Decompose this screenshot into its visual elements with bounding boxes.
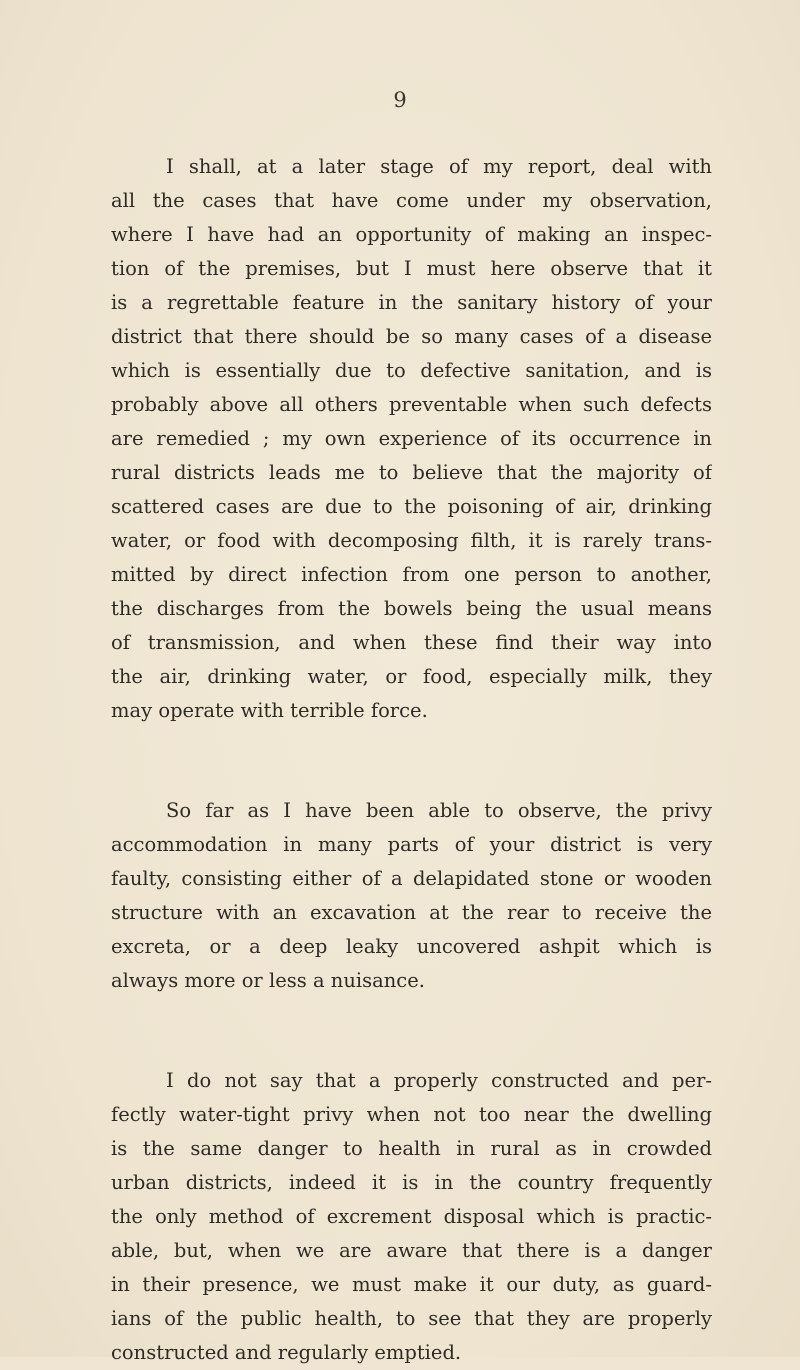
text-line: I shall, at a later stage of my report, deal with [166, 155, 712, 178]
text-line: district that there should be so many cases of a disease [111, 325, 712, 348]
text-line: may operate with terrible force. [111, 699, 428, 722]
paragraph-spacer [111, 998, 712, 1064]
text-line: are remedied ; my own experience of its occurrence in [111, 427, 712, 450]
text-line: I do not say that a properly constructed and per- [166, 1069, 712, 1092]
paragraph-3 [111, 1064, 712, 1370]
text-line: tion of the premises, but I must here observe that it [111, 257, 712, 280]
text-line: structure with an excavation at the rear to receive the [111, 901, 712, 924]
text-line: is the same danger to health in rural as in crowded [111, 1137, 712, 1160]
text-line: scattered cases are due to the poisoning of air, drinking [111, 495, 712, 518]
text-line: always more or less a nuisance. [111, 969, 425, 992]
text-line: faulty, consisting either of a delapidated stone or wooden [111, 867, 712, 890]
text-line: the discharges from the bowels being the usual means [111, 597, 712, 620]
text-line: water, or food with decomposing filth, it is rarely trans- [111, 529, 712, 552]
paragraph-2 [111, 794, 712, 998]
text-line: which is essentially due to defective sanitation, and is [111, 359, 712, 382]
text-line: mitted by direct infection from one person to another, [111, 563, 712, 586]
text-line: all the cases that have come under my observation, [111, 189, 712, 212]
text-line: So far as I have been able to observe, the privy [166, 799, 712, 822]
paragraph-1 [111, 150, 712, 728]
text-line: ians of the public health, to see that they are properly [111, 1307, 712, 1330]
text-line: the only method of excrement disposal which is practic- [111, 1205, 712, 1228]
text-line: of transmission, and when these find their way into [111, 631, 712, 654]
text-line: probably above all others preventable when such defects [111, 393, 712, 416]
text-line: urban districts, indeed it is in the country frequently [111, 1171, 712, 1194]
text-line: constructed and regularly emptied. [111, 1341, 462, 1364]
text-line: where I have had an opportunity of making an inspec- [111, 223, 712, 246]
text-line: accommodation in many parts of your district is very [111, 833, 712, 856]
page-number: 9 [393, 88, 407, 112]
text-line: rural districts leads me to believe that the majority of [111, 461, 712, 484]
text-line: is a regrettable feature in the sanitary history of your [111, 291, 712, 314]
paragraph-spacer [111, 728, 712, 794]
text-line: in their presence, we must make it our duty, as guard- [111, 1273, 712, 1296]
text-line: the air, drinking water, or food, especially milk, they [111, 665, 712, 688]
text-line: excreta, or a deep leaky uncovered ashpit which is [111, 935, 712, 958]
body-text [111, 150, 712, 1370]
text-line: fectly water-tight privy when not too near the dwelling [111, 1103, 712, 1126]
text-line: able, but, when we are aware that there is a danger [111, 1239, 712, 1262]
